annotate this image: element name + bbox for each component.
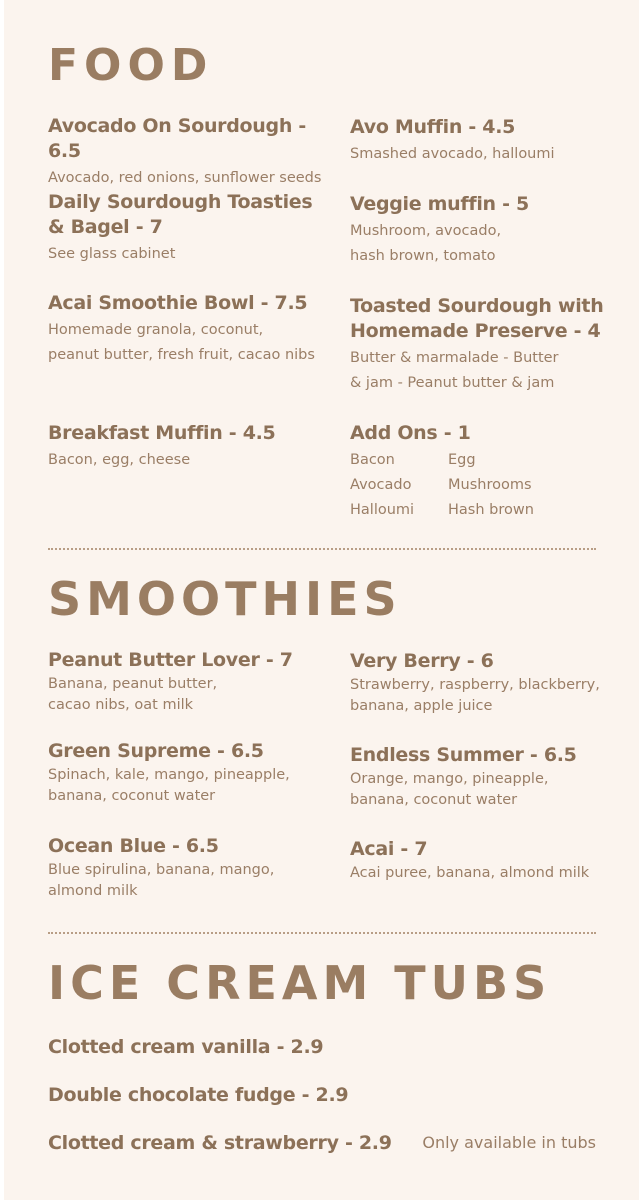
item-description-line-2: & jam - Peanut butter & jam: [350, 375, 555, 391]
menu-item-very-berry: [350, 649, 610, 717]
ice-cream-section-title: ICE CREAM TUBS: [48, 956, 552, 1010]
menu-item-acai: [350, 837, 610, 884]
item-name: Acai - 7: [350, 838, 428, 860]
item-description-line-1: Blue spirulina, banana, mango,: [48, 862, 275, 878]
item-description-line-2: hash brown, tomato: [350, 248, 496, 264]
menu-page: [4, 0, 639, 1200]
item-description-line-1: Banana, peanut butter,: [48, 676, 218, 692]
menu-item-endless-summer: [350, 743, 610, 811]
food-section-title: FOOD: [48, 40, 214, 91]
item-name: Veggie muffin - 5: [350, 193, 529, 215]
item-description-line-1: Spinach, kale, mango, pineapple,: [48, 767, 290, 783]
menu-item-add-ons: [350, 421, 610, 523]
add-on-option: Egg: [448, 452, 476, 468]
add-on-option: Halloumi: [350, 502, 415, 518]
add-on-option: Mushrooms: [448, 477, 532, 493]
item-description-line-2: almond milk: [48, 883, 138, 899]
item-name-line-1: Daily Sourdough Toasties: [48, 191, 313, 213]
item-name: Ocean Blue - 6.5: [48, 835, 219, 857]
item-description-line-2: cacao nibs, oat milk: [48, 697, 194, 713]
item-name: Clotted cream vanilla - 2.9: [48, 1036, 324, 1058]
item-description: Bacon, egg, cheese: [48, 452, 191, 468]
item-name: Double chocolate fudge - 2.9: [48, 1084, 349, 1106]
item-name: Add Ons - 1: [350, 422, 471, 444]
item-description: Acai puree, banana, almond milk: [350, 865, 590, 881]
add-ons-list: [350, 448, 610, 523]
item-description-line-2: peanut butter, fresh fruit, cacao nibs: [48, 347, 315, 363]
item-name-line-1: Toasted Sourdough with: [350, 295, 604, 317]
add-on-option: Hash brown: [448, 502, 534, 518]
section-divider: [48, 932, 596, 934]
item-description: Smashed avocado, halloumi: [350, 146, 555, 162]
add-on-option: Bacon: [350, 452, 395, 468]
menu-item-toasted-sourdough-preserve: [350, 294, 610, 396]
menu-item-daily-sourdough-toasties: [48, 190, 338, 267]
item-description-line-1: Homemade granola, coconut,: [48, 322, 264, 338]
item-name: Avocado On Sourdough - 6.5: [48, 115, 306, 162]
item-description-line-1: Orange, mango, pineapple,: [350, 771, 549, 787]
add-on-option: Avocado: [350, 477, 412, 493]
menu-item-peanut-butter-lover: [48, 648, 338, 716]
item-name-line-2: & Bagel - 7: [48, 216, 163, 238]
item-name: Very Berry - 6: [350, 650, 494, 672]
item-name-line-2: Homemade Preserve - 4: [350, 320, 601, 342]
menu-item-veggie-muffin: [350, 192, 610, 269]
menu-item-double-chocolate-fudge: [48, 1083, 596, 1108]
item-name: Clotted cream & strawberry - 2.9: [48, 1132, 392, 1154]
menu-item-clotted-cream-vanilla: [48, 1035, 596, 1060]
menu-item-avo-muffin: [350, 115, 610, 167]
menu-item-green-supreme: [48, 739, 338, 807]
menu-item-avocado-on-sourdough: [48, 114, 338, 191]
item-description-line-1: Butter & marmalade - Butter: [350, 350, 559, 366]
item-description-line-2: banana, coconut water: [48, 788, 216, 804]
menu-item-clotted-cream-strawberry: [48, 1131, 596, 1156]
menu-item-breakfast-muffin: [48, 421, 338, 473]
item-description-line-1: Strawberry, raspberry, blackberry,: [350, 677, 600, 693]
item-name: Green Supreme - 6.5: [48, 740, 264, 762]
item-name: Avo Muffin - 4.5: [350, 116, 516, 138]
item-description-line-2: banana, apple juice: [350, 698, 493, 714]
item-name: Endless Summer - 6.5: [350, 744, 577, 766]
section-divider: [48, 548, 596, 550]
item-description: See glass cabinet: [48, 246, 176, 262]
smoothies-section-title: SMOOTHIES: [48, 572, 402, 626]
item-description-line-2: banana, coconut water: [350, 792, 518, 808]
tubs-availability-note: Only available in tubs: [422, 1133, 596, 1152]
item-description-line-1: Mushroom, avocado,: [350, 223, 502, 239]
menu-item-acai-smoothie-bowl: [48, 291, 338, 368]
item-name: Breakfast Muffin - 4.5: [48, 422, 276, 444]
item-name: Peanut Butter Lover - 7: [48, 649, 293, 671]
menu-item-ocean-blue: [48, 834, 338, 902]
item-name: Acai Smoothie Bowl - 7.5: [48, 292, 308, 314]
item-description: Avocado, red onions, sunflower seeds: [48, 170, 322, 186]
